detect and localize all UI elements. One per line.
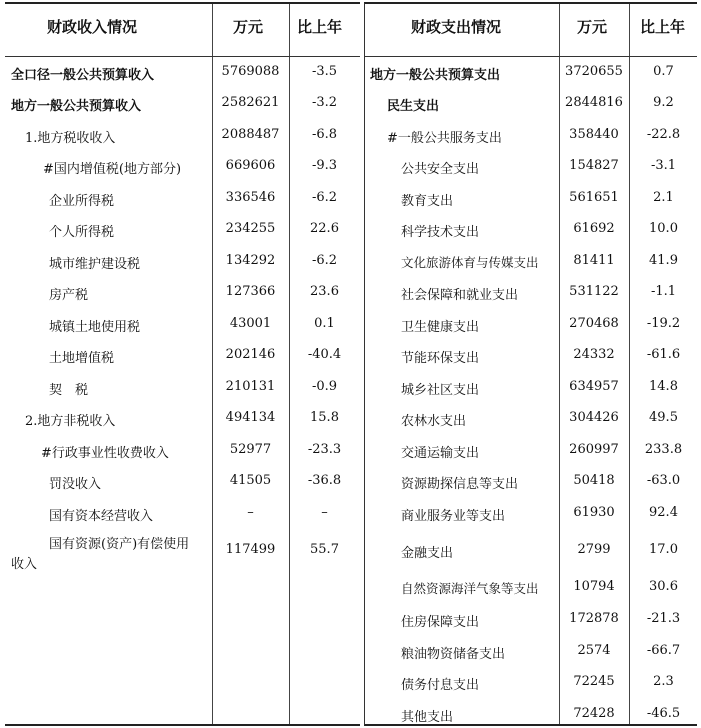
income-row-value: 52977 xyxy=(229,442,272,457)
expense-row-value: 24332 xyxy=(573,347,615,362)
income-row-change: 55.7 xyxy=(310,542,339,557)
income-row-value: 210131 xyxy=(225,379,276,394)
income-row-value: 2088487 xyxy=(221,127,280,142)
income-row-change: -23.3 xyxy=(307,442,342,457)
expense-row-label: 城乡社区支出 xyxy=(401,383,480,398)
expense-row-label: 节能环保支出 xyxy=(401,351,480,366)
income-row-change: 0.1 xyxy=(314,316,335,331)
expense-row-change: 0.7 xyxy=(653,64,674,79)
income-header-change: 比上年 xyxy=(297,18,343,36)
expense-row-label: 民生支出 xyxy=(387,99,440,114)
expense-row-value: 72428 xyxy=(573,706,615,721)
income-row-value: 117499 xyxy=(225,542,276,557)
income-row-change: -40.4 xyxy=(307,347,342,362)
expense-row-change: -66.7 xyxy=(646,643,681,658)
expense-row-value: 61692 xyxy=(573,221,615,236)
income-row-label: 罚没收入 xyxy=(49,477,102,492)
expense-row-change: -1.1 xyxy=(650,284,677,299)
expense-row-label: 商业服务业等支出 xyxy=(401,509,506,524)
expense-row-change: 9.2 xyxy=(653,95,674,110)
expense-row-label: 资源勘探信息等支出 xyxy=(401,477,519,492)
expense-row-value: 358440 xyxy=(569,127,619,142)
expense-row-value: 72245 xyxy=(573,674,615,689)
expense-row-label: 交通运输支出 xyxy=(401,446,480,461)
expense-row-value: 531122 xyxy=(569,284,619,299)
income-row-label: 国有资本经营收入 xyxy=(49,509,154,524)
expense-row-change: 41.9 xyxy=(649,253,678,268)
income-row-label: 房产税 xyxy=(49,288,89,303)
expense-row-label: 自然资源海洋气象等支出 xyxy=(401,581,539,596)
expense-row-label: 公共安全支出 xyxy=(401,162,480,177)
expense-row-value: 561651 xyxy=(569,190,619,205)
expense-row-label: 粮油物资储备支出 xyxy=(401,647,506,662)
expense-row-change: -61.6 xyxy=(646,347,681,362)
expense-header-unit: 万元 xyxy=(577,18,608,36)
expense-row-value: 2844816 xyxy=(565,95,623,110)
income-row-change: 22.6 xyxy=(310,221,339,236)
header-divider xyxy=(365,56,697,57)
income-header-item: 财政收入情况 xyxy=(47,18,138,36)
income-row-change: -3.5 xyxy=(311,64,338,79)
expense-row-change: 92.4 xyxy=(649,505,678,520)
expense-row-change: -46.5 xyxy=(646,706,681,721)
expense-row-value: 154827 xyxy=(569,158,619,173)
expense-row-label: 文化旅游体育与传媒支出 xyxy=(401,255,539,270)
expense-row-label: #一般公共服务支出 xyxy=(387,131,502,146)
income-row-label: 国有资源(资产)有偿使用 xyxy=(49,537,190,552)
income-row-value: 336546 xyxy=(225,190,276,205)
income-row-label: 土地增值税 xyxy=(49,351,115,366)
expense-row-change: 10.0 xyxy=(649,221,678,236)
expense-row-label: 社会保障和就业支出 xyxy=(401,288,519,303)
income-row-change: – xyxy=(321,505,328,520)
income-row-change: -3.2 xyxy=(311,95,338,110)
income-row-value: 127366 xyxy=(225,284,276,299)
income-row-change: 23.6 xyxy=(310,284,339,299)
expense-row-change: 49.5 xyxy=(649,410,678,425)
expense-row-value: 172878 xyxy=(569,611,619,626)
expense-row-change: 2.3 xyxy=(653,674,674,689)
expense-row-label: 科学技术支出 xyxy=(401,225,480,240)
expense-row-change: -21.3 xyxy=(646,611,681,626)
expense-row-value: 2799 xyxy=(577,542,611,557)
income-row-value: 43001 xyxy=(229,316,272,331)
income-row-change: -6.2 xyxy=(311,190,338,205)
income-row-change: -36.8 xyxy=(307,473,342,488)
income-row-label: #国内增值税(地方部分) xyxy=(43,162,182,177)
income-row-label: 1.地方税收收入 xyxy=(25,131,116,146)
income-row-value: – xyxy=(247,505,254,520)
income-row-change: -9.3 xyxy=(311,158,338,173)
expense-row-change: 233.8 xyxy=(644,442,683,457)
income-row-label: 个人所得税 xyxy=(49,225,115,240)
income-row-value: 134292 xyxy=(225,253,276,268)
income-row-value: 234255 xyxy=(225,221,276,236)
expense-row-value: 10794 xyxy=(573,579,615,594)
income-row-value: 2582621 xyxy=(221,95,280,110)
expense-row-value: 3720655 xyxy=(565,64,623,79)
expense-row-change: -22.8 xyxy=(646,127,681,142)
income-row-label: 契 税 xyxy=(49,383,89,398)
income-row-value: 202146 xyxy=(225,347,276,362)
income-row-value: 669606 xyxy=(225,158,276,173)
income-row-label: #行政事业性收费收入 xyxy=(41,446,169,461)
income-table xyxy=(5,2,360,726)
expense-row-value: 260997 xyxy=(569,442,619,457)
expense-row-value: 2574 xyxy=(577,643,611,658)
column-divider xyxy=(212,4,213,724)
expense-row-change: 17.0 xyxy=(649,542,678,557)
expense-row-label: 卫生健康支出 xyxy=(401,320,480,335)
expense-row-change: -63.0 xyxy=(646,473,681,488)
expense-row-change: 30.6 xyxy=(649,579,678,594)
column-divider xyxy=(289,4,290,724)
expense-row-label: 住房保障支出 xyxy=(401,615,480,630)
expense-row-value: 81411 xyxy=(573,253,615,268)
income-row-label: 城镇土地使用税 xyxy=(49,320,141,335)
expense-row-value: 270468 xyxy=(569,316,619,331)
income-row-label: 2.地方非税收入 xyxy=(25,414,116,429)
expense-table xyxy=(364,2,697,726)
income-row-label: 企业所得税 xyxy=(49,194,115,209)
expense-row-label: 农林水支出 xyxy=(401,414,467,429)
income-row-change: -0.9 xyxy=(311,379,338,394)
expense-row-label: 地方一般公共预算支出 xyxy=(370,68,501,83)
expense-row-value: 61930 xyxy=(573,505,615,520)
income-row-label: 城市维护建设税 xyxy=(49,257,141,272)
income-header-unit: 万元 xyxy=(233,18,264,36)
expense-row-label: 债务付息支出 xyxy=(401,678,480,693)
expense-row-change: 2.1 xyxy=(653,190,674,205)
header-divider xyxy=(5,56,360,57)
income-row-change: -6.8 xyxy=(311,127,338,142)
expense-row-value: 50418 xyxy=(573,473,615,488)
income-row-value: 5769088 xyxy=(221,64,280,79)
expense-row-label: 教育支出 xyxy=(401,194,454,209)
expense-row-label: 金融支出 xyxy=(401,546,454,561)
expense-row-label: 其他支出 xyxy=(401,710,454,725)
expense-row-change: 14.8 xyxy=(649,379,678,394)
expense-row-change: -3.1 xyxy=(650,158,677,173)
expense-row-change: -19.2 xyxy=(646,316,681,331)
income-row-label-continued: 收入 xyxy=(11,557,38,572)
expense-row-value: 304426 xyxy=(569,410,619,425)
income-row-value: 41505 xyxy=(229,473,272,488)
income-row-value: 494134 xyxy=(225,410,276,425)
expense-header-item: 财政支出情况 xyxy=(411,18,502,36)
expense-row-value: 634957 xyxy=(569,379,619,394)
expense-header-change: 比上年 xyxy=(640,18,686,36)
income-row-change: 15.8 xyxy=(310,410,339,425)
income-row-label: 全口径一般公共预算收入 xyxy=(11,68,155,83)
income-row-label: 地方一般公共预算收入 xyxy=(11,99,142,114)
income-row-change: -6.2 xyxy=(311,253,338,268)
